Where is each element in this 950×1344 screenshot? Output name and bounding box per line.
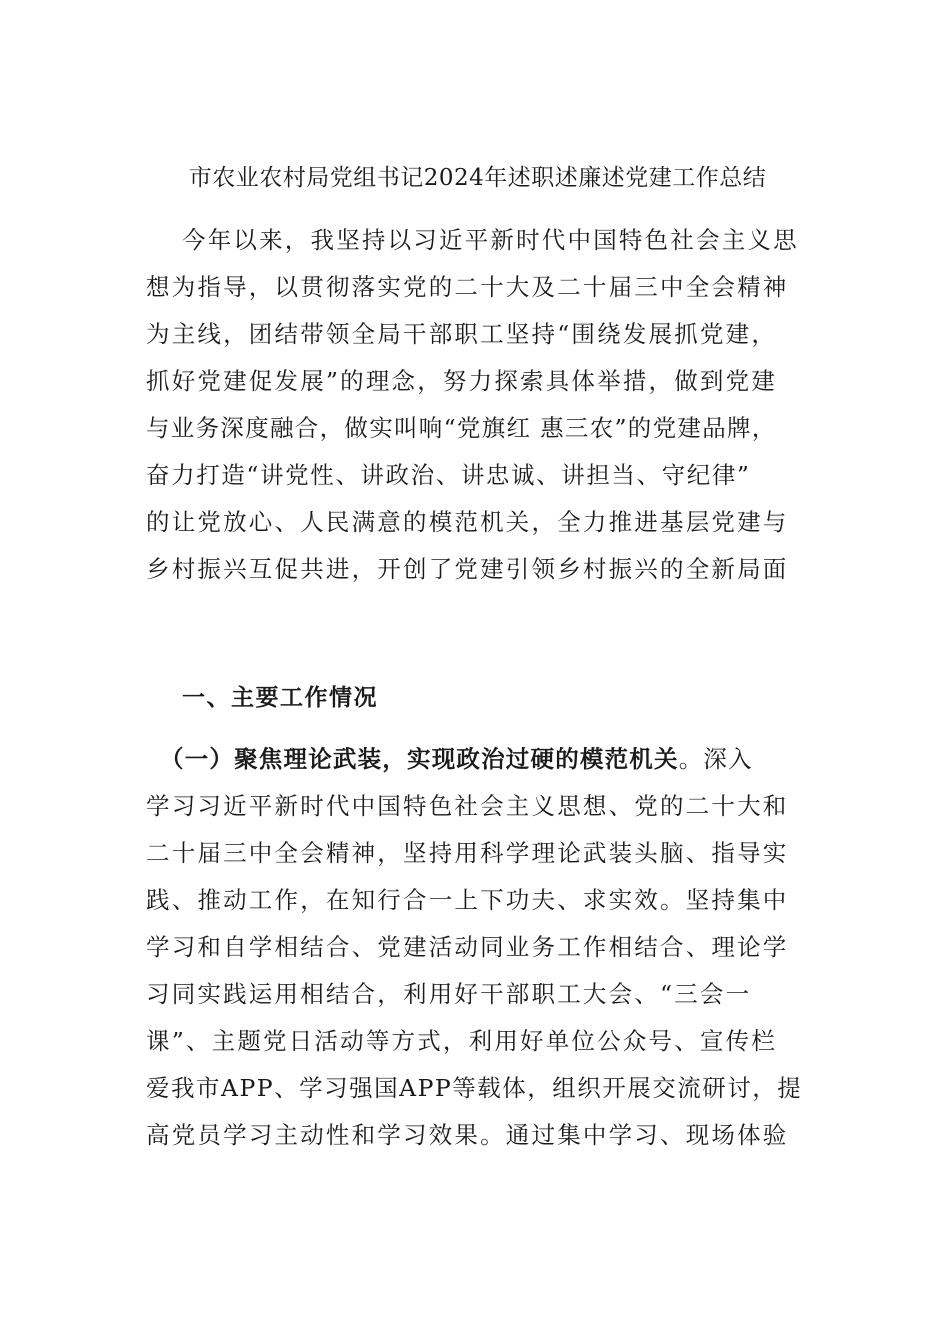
subsection-line: 高党员学习主动性和学习效果。通过集中学习、现场体验 [146,1121,789,1149]
intro-line: 的让党放心、人民满意的模范机关，全力推进基层党建与 [146,508,789,536]
document-title: 市农业农村局党组书记2024年述职述廉述党建工作总结 [188,165,767,191]
intro-line: 奋力打造“讲党性、讲政治、讲忠诚、讲担当、守纪律” [146,461,751,489]
intro-line: 想为指导，以贯彻落实党的二十大及二十届三中全会精神 [146,273,789,301]
intro-line: 乡村振兴互促共进，开创了党建引领乡村振兴的全新局面 [146,555,789,583]
subsection-first-line [160,739,753,779]
subsection-line: 践、推动工作，在知行合一上下功夫、求实效。坚持集中 [146,886,789,914]
subsection-line: 爱我市APP、学习强国APP等载体，组织开展交流研讨，提 [146,1074,803,1102]
intro-line: 今年以来，我坚持以习近平新时代中国特色社会主义思 [182,226,799,254]
subsection-line: 习同实践运用相结合，利用好干部职工大会、“三会一 [146,980,752,1008]
subsection-line: 课”、主题党日活动等方式，利用好单位公众号、宣传栏 [146,1027,778,1055]
section-heading: 一、主要工作情况 [182,685,378,711]
subsection-line: 学习习近平新时代中国特色社会主义思想、党的二十大和 [146,792,789,820]
subsection-line: 学习和自学相结合、党建活动同业务工作相结合、理论学 [146,933,789,961]
intro-line: 与业务深度融合，做实叫响“党旗红 惠三农”的党建品牌， [146,414,777,442]
intro-line: 抓好党建促发展”的理念，努力探索具体举措，做到党建 [146,367,778,395]
subsection-lead-tail: 。深入 [678,745,753,773]
subsection-line: 二十届三中全会精神，坚持用科学理论武装头脑、指导实 [146,839,789,867]
subsection-lead: （一）聚焦理论武装，实现政治过硬的模范机关 [160,745,679,773]
intro-line: 为主线，团结带领全局干部职工坚持“围绕发展抓党建， [146,320,778,348]
